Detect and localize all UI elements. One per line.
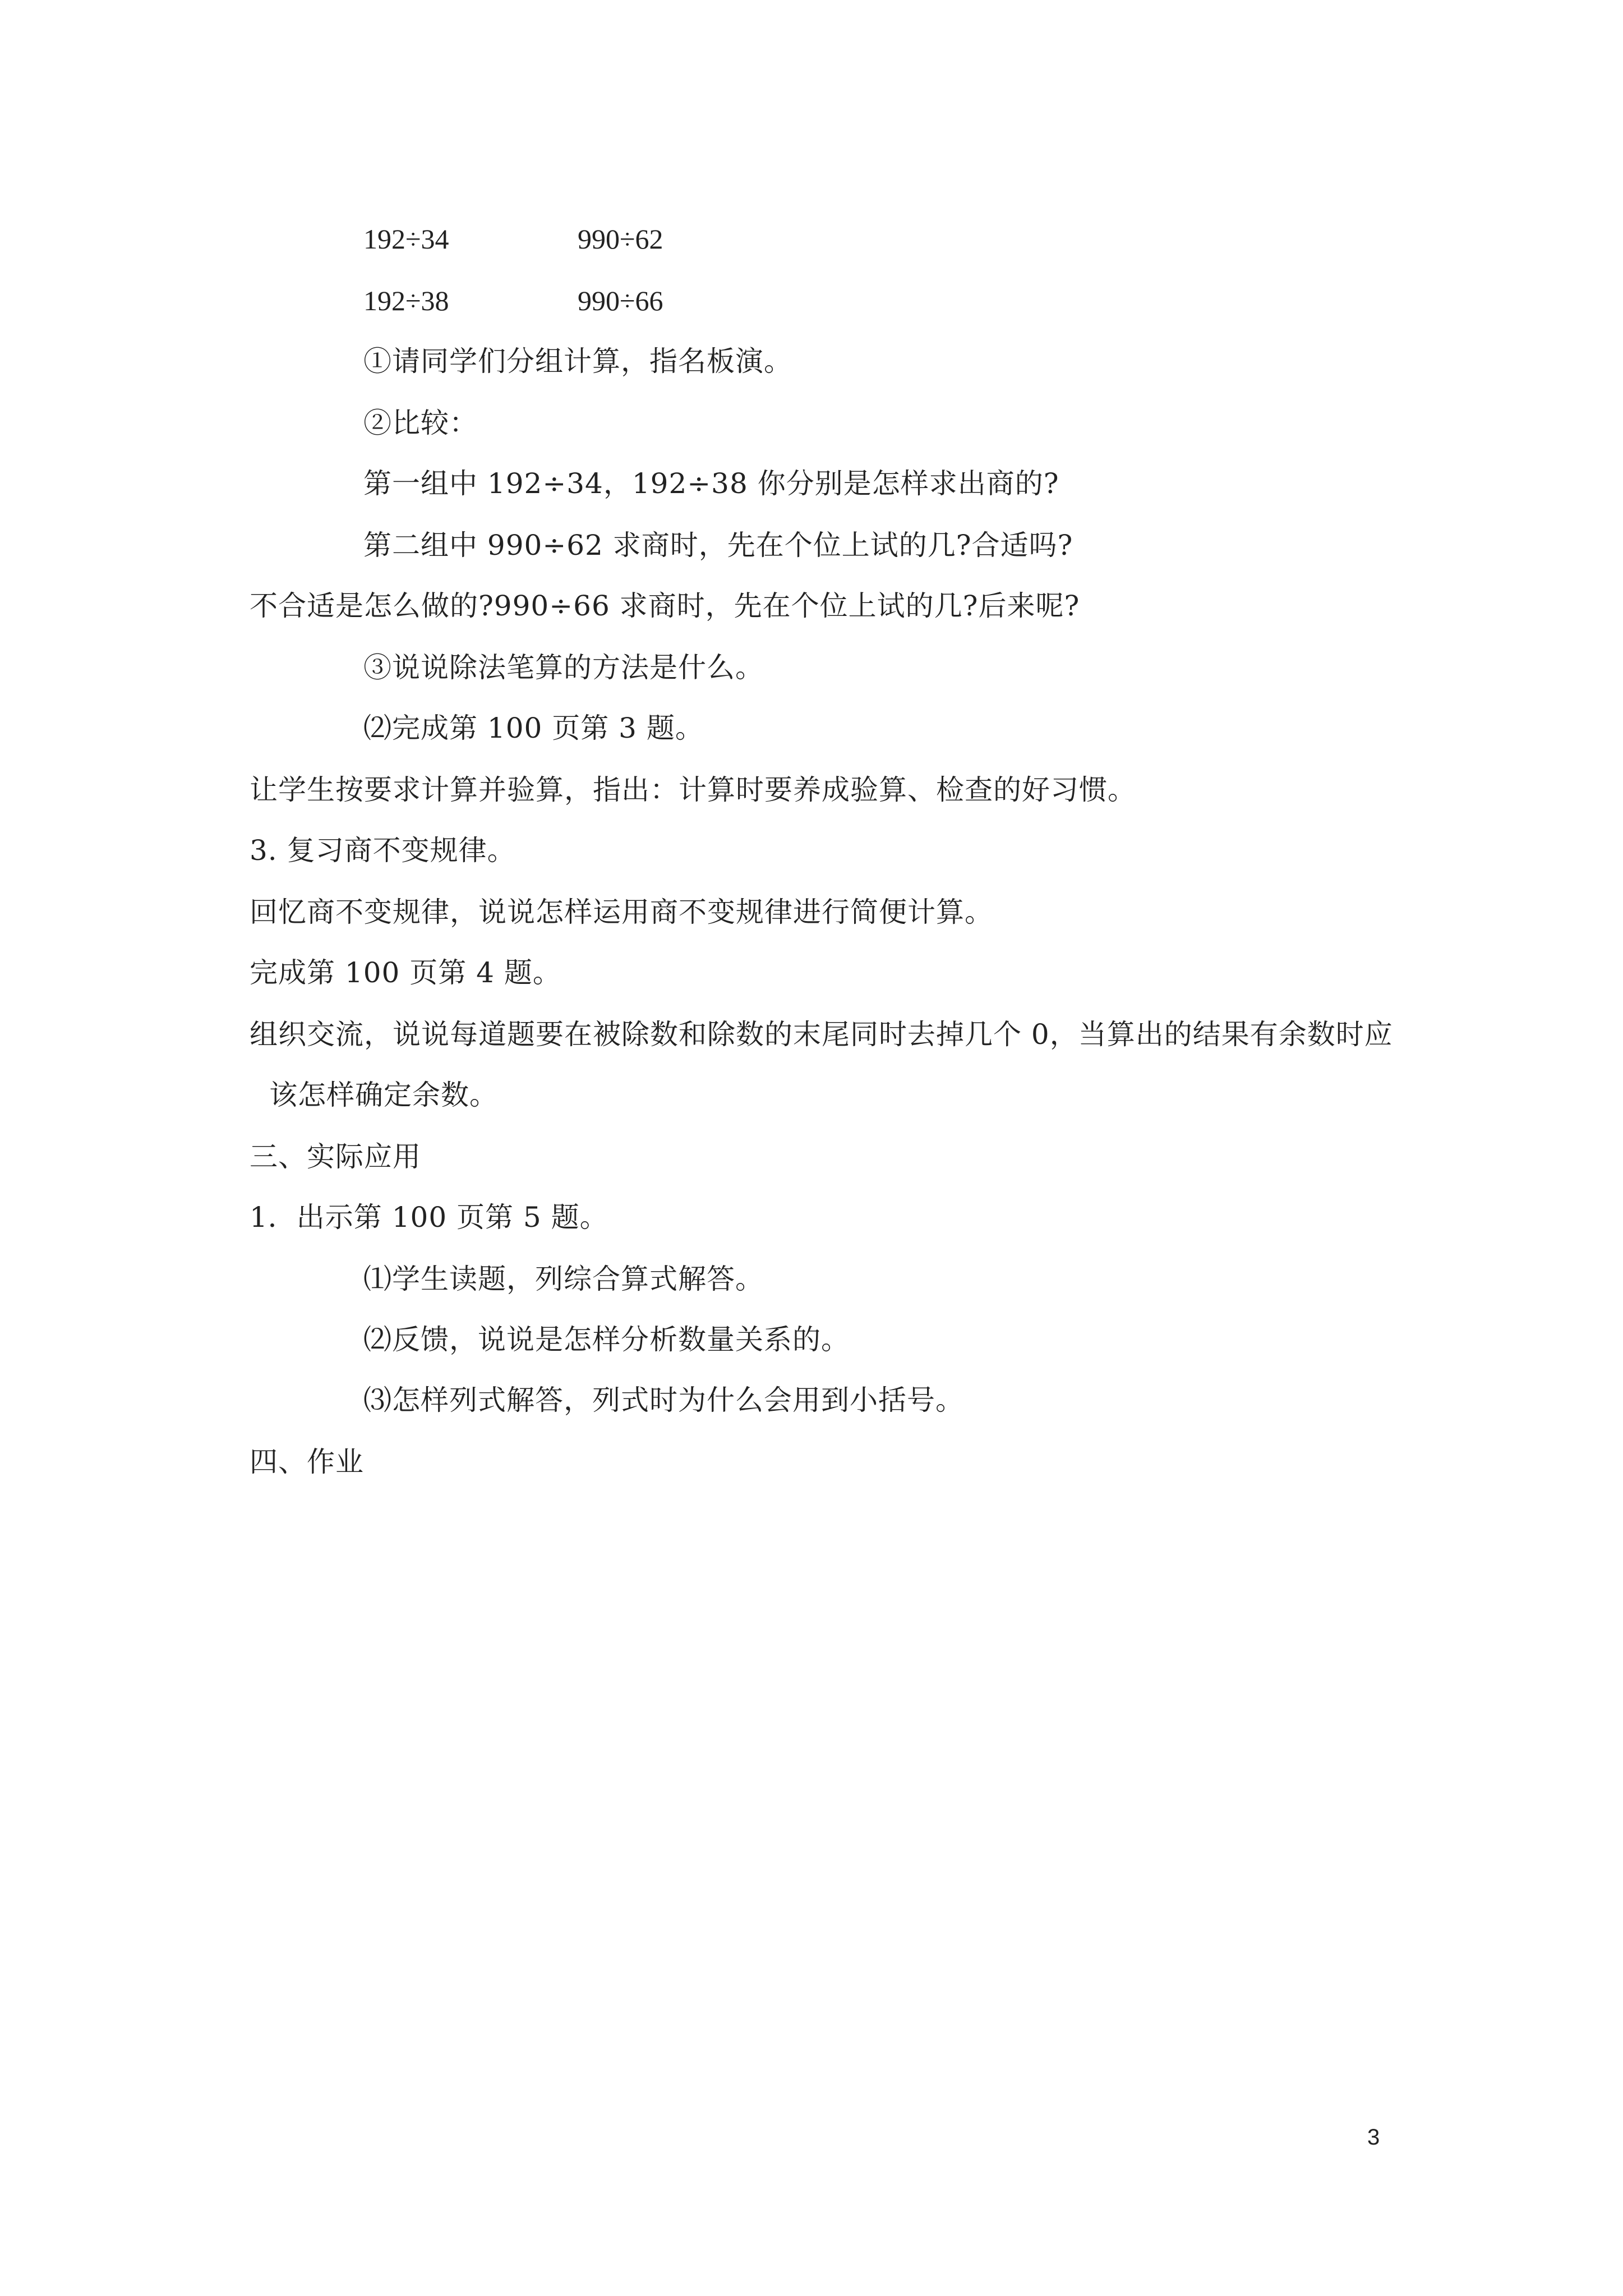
text-line: 第二组中 990÷62 求商时，先在个位上试的几?合适吗? — [363, 529, 1073, 562]
text-line: ②比较： — [363, 407, 478, 439]
text-line: 完成第 100 页第 4 题。 — [250, 956, 561, 989]
text-line: 第一组中 192÷34，192÷38 你分别是怎样求出商的? — [363, 467, 1059, 500]
expression-990-div-66: 990÷66 — [578, 285, 663, 316]
text-line: ⑶怎样列式解答，列式时为什么会用到小括号。 — [363, 1384, 964, 1416]
text-line: ①请同学们分组计算，指名板演。 — [363, 345, 792, 378]
text-line: 1．出示第 100 页第 5 题。 — [250, 1201, 608, 1234]
section-heading: 四、作业 — [250, 1446, 364, 1478]
text-line: ⑵反馈，说说是怎样分析数量关系的。 — [363, 1323, 850, 1356]
section-heading: 三、实际应用 — [250, 1140, 421, 1173]
expression-990-div-62: 990÷62 — [578, 223, 663, 255]
page-number: 3 — [1367, 2125, 1380, 2150]
text-line: 不合适是怎么做的?990÷66 求商时，先在个位上试的几?后来呢? — [250, 590, 1080, 622]
text-line: 该怎样确定余数。 — [269, 1079, 498, 1111]
expression-192-div-34: 192÷34 — [363, 223, 449, 255]
section-heading: 3. 复习商不变规律。 — [250, 834, 516, 867]
text-line: ③说说除法笔算的方法是什么。 — [363, 651, 764, 684]
text-line: ⑵完成第 100 页第 3 题。 — [363, 712, 704, 744]
text-line: 回忆商不变规律，说说怎样运用商不变规律进行简便计算。 — [250, 896, 993, 928]
expression-192-div-38: 192÷38 — [363, 285, 449, 316]
text-line: 组织交流，说说每道题要在被除数和除数的末尾同时去掉几个 0，当算出的结果有余数时应 — [250, 1018, 1393, 1051]
text-line: 让学生按要求计算并验算，指出：计算时要养成验算、检查的好习惯。 — [250, 774, 1136, 806]
text-line: ⑴学生读题，列综合算式解答。 — [363, 1263, 764, 1295]
